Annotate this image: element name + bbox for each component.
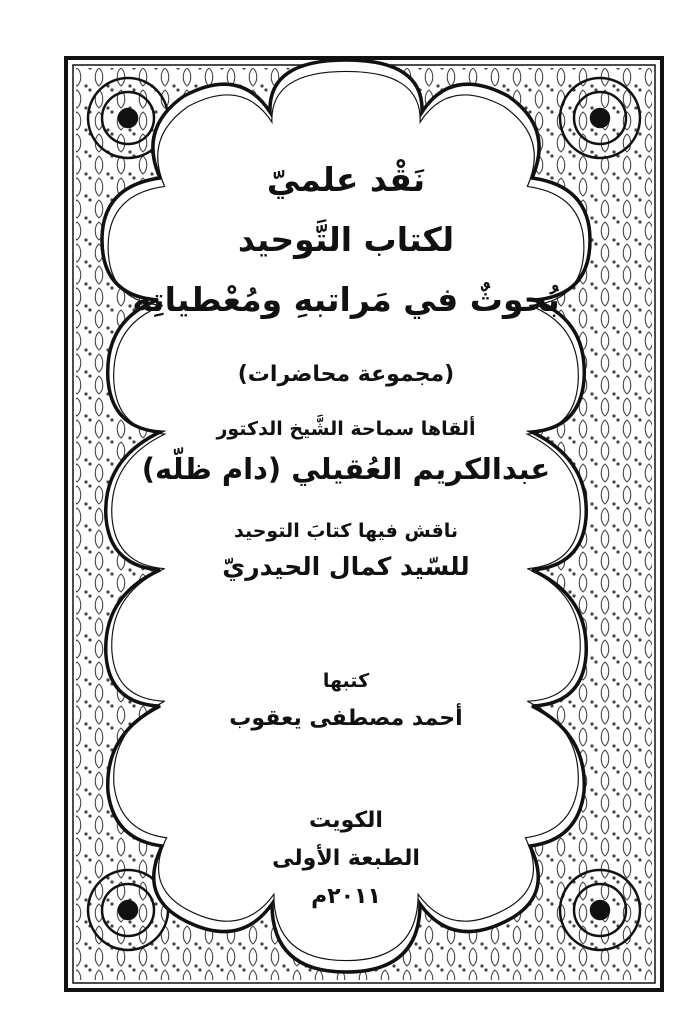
- collection-label: (مجموعة محاضرات): [237, 362, 455, 387]
- discussed-author: للسّيد كمال الحيدريّ: [222, 552, 470, 581]
- written-by-name: أحمد مصطفى يعقوب: [229, 706, 463, 731]
- publication-year: ٢٠١١م: [311, 884, 381, 909]
- title-line-3: بُحوثٌ في مَراتبهِ ومُعْطياتِه: [132, 280, 560, 319]
- written-by-label: كتبها: [322, 670, 370, 692]
- lecturer-intro: ألقاها سماحة الشَّيخ الدكتور: [216, 418, 476, 440]
- publication-city: الكويت: [309, 808, 383, 833]
- lecturer-name: عبدالكريم العُقيلي (دام ظلّه): [141, 452, 551, 486]
- discussed-intro: ناقش فيها كتابَ التوحيد: [233, 520, 459, 542]
- title-line-1: نَقْد علميّ: [266, 160, 426, 199]
- publication-edition: الطبعة الأولى: [272, 846, 420, 871]
- title-line-2: لكتاب التَّوحيد: [237, 220, 455, 259]
